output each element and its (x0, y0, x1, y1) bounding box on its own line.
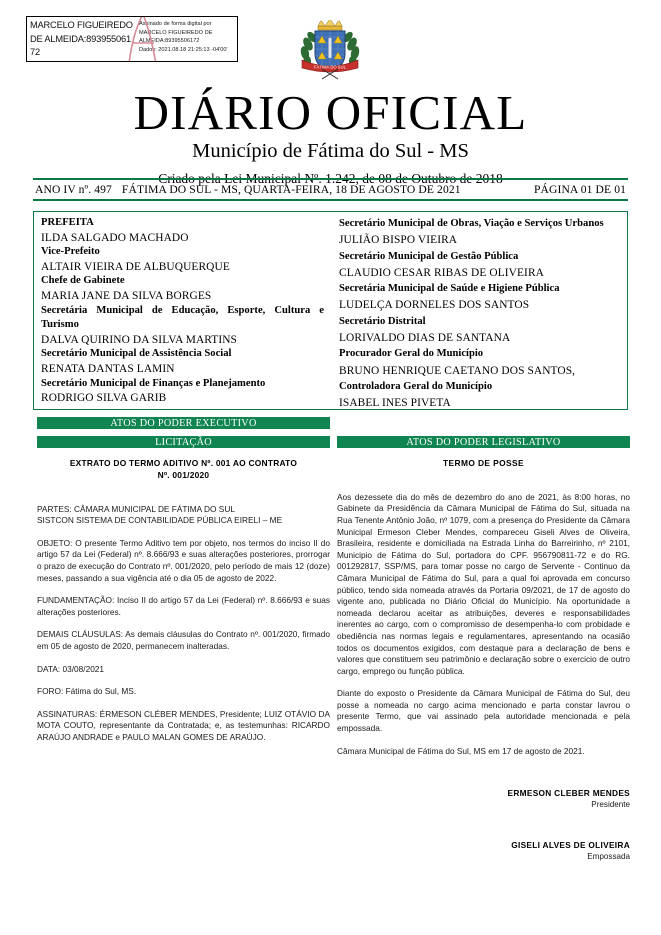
signature-role: Empossada (587, 852, 630, 862)
termo-paragraph-1: Aos dezessete dia do mês de dezembro do ano de 2021, às 8:00 horas, no Gabinete da Presidência da Câmara Municipal de Fátima do Sul, situada na Rua Tenente Antônio João, nº 1079, com a presença do Presidente da Câmara Municipal Ermeson Cleber Mendes, compareceu Giseli Alves de Oliveira, Brasileira, residente e domiciliada na Estrada Linha do Barreirinho, nº 2101, Municipio de Fátima do Sul, portadora do CPF. 956790811-72 e do RG. 001292817, SSP/MS, para tomar posse no cargo de Servente - Continuo da Câmara Municipal de Fátima do Sul, para a qual foi aprovada em concurso público, tendo sida nomeada através da Portaria 09/2021, de 17 de agosto do vigente ano, publicada no Diário Oficial do Município. Na oportunidade a nomeada declarou aceitar as atribuições, deveres e responsabilidades inerentes ao cargo, com o compromisso de desempenha-lo com probidade e obediência nas normas legais e regulamentares, apresentando na ocasião todos os documentos exigidos, com destaque para a declaração de bens e valores que constituem seu patrimônio e declaração sobre o exercicio de outro cargo, emprego ou função pública. (337, 491, 630, 676)
official-name: ISABEL INES PIVETA (339, 397, 451, 410)
masthead-subtitle: Município de Fátima do Sul - MS (192, 140, 469, 162)
signature-line-3: ALMEIDA:89395506172 (139, 38, 200, 45)
signature-line-2: MARCELO FIGUEIREDO DE (139, 29, 213, 36)
signature-name: ERMESON CLEBER MENDES (507, 788, 630, 799)
contract-foro: FORO: Fátima do Sul, MS. (37, 686, 137, 697)
masthead-law-reference: Criado pela Lei Municipal Nº. 1.242, de 08 de Outubro de 2018 (158, 171, 503, 186)
signature-line-4: Dados: 2021.08.18 21:25:13 -04'00' (139, 46, 228, 53)
official-name: JULIÃO BISPO VIEIRA (339, 234, 458, 247)
officials-box (33, 211, 628, 410)
signature-role: Presidente (591, 800, 630, 810)
edition-left-group (33, 183, 461, 196)
section-bar-legislative: ATOS DO PODER LEGISLATIVO (337, 436, 630, 448)
edition-place-date: FÁTIMA DO SUL - MS, QUARTA-FEIRA, 18 DE AGOSTO DE 2021 (121, 183, 461, 196)
official-role: Secretário Municipal de Gestão Pública (339, 250, 519, 262)
official-role: Secretária Municipal de Saúde e Higiene Pública (339, 283, 560, 295)
official-name: ALTAIR VIEIRA DE ALBUQUERQUE (41, 260, 230, 273)
edition-page-number: PÁGINA 01 DE 01 (534, 183, 626, 196)
officials-column-left (34, 212, 330, 409)
signature-name: GISELI ALVES DE OLIVEIRA (511, 840, 630, 851)
official-role: Secretário Municipal de Finanças e Planejamento (41, 377, 266, 389)
signature-details (135, 17, 237, 61)
official-role: Vice-Prefeito (41, 246, 100, 258)
official-role: Secretária Municipal de Educação, Esporte, Cultura e Turismo (41, 304, 324, 331)
signature-signer-name: MARCELO FIGUEIREDO DE ALMEIDA:89395506172 (30, 20, 133, 57)
official-name: BRUNO HENRIQUE CAETANO DOS SANTOS, (339, 364, 576, 377)
signature-block-president (337, 787, 630, 811)
official-name: LORIVALDO DIAS DE SANTANA (339, 332, 511, 345)
official-name: ILDA SALGADO MACHADO (41, 231, 189, 244)
signature-block-empossada (337, 839, 630, 863)
digital-signature-stamp (26, 16, 238, 62)
official-name: MARIA JANE DA SILVA BORGES (41, 289, 212, 302)
contract-demais-clausulas: DEMAIS CLÁUSULAS: As demais cláusulas do Contrato nº. 001/2020, firmado em 05 de agosto de 2020, permanecem inalteradas. (37, 629, 330, 651)
official-role: Procurador Geral do Município (339, 348, 484, 360)
official-role: Chefe de Gabinete (41, 275, 125, 287)
edition-bar (33, 178, 628, 201)
masthead (0, 85, 661, 188)
contract-objeto: OBJETO: O presente Termo Aditivo tem por objeto, nos termos do inciso II do artigo 57 da Lei (Federal) nº. 8.666/93 e suas alterações posteriores, prorrogar o prazo de execução do Contrato nº. 001/2020, pelo período de mais 12 (doze) meses, passando a sua vigência até o dia 05 de agosto de 2022. (37, 537, 330, 583)
contract-data: DATA: 03/08/2021 (37, 663, 105, 674)
official-name: DALVA QUIRINO DA SILVA MARTINS (41, 333, 237, 346)
contract-parties-line2: SISTCON SISTEMA DE CONTABILIDADE PÚBLICA EIRELI – ME (37, 515, 283, 526)
right-content-column (337, 458, 630, 863)
officials-column-right (330, 212, 627, 409)
official-name: RODRIGO SILVA GARIB (41, 392, 167, 405)
official-role: Secretário Distrital (339, 315, 426, 327)
termo-title: TERMO DE POSSE (443, 458, 524, 468)
contract-assinaturas: ASSINATURAS: ÉRMESON CLÉBER MENDES, Presidente; LUIZ OTÁVIO DA MOTA COUTO, representante da Contratada; e, as testemunhas: RICARDO ARAÚJO ANDRADE e PAULO MALAN GOMES DE ARAÚJO. (37, 708, 330, 742)
coat-of-arms-icon (296, 16, 364, 82)
termo-closing-location-date: Câmara Municipal de Fátima do Sul, MS em 17 de agosto de 2021. (337, 745, 585, 756)
official-role: Secretário Municipal de Assistência Social (41, 348, 232, 360)
section-bar-executive: ATOS DO PODER EXECUTIVO (37, 417, 330, 429)
page-title: DIÁRIO OFICIAL (133, 85, 528, 140)
contract-title-line2: Nº. 001/2020 (157, 469, 210, 480)
contract-parties-line1: PARTES: CÂMARA MUNICIPAL DE FÁTIMA DO SUL (37, 503, 235, 514)
official-name: CLAUDIO CESAR RIBAS DE OLIVEIRA (339, 266, 544, 279)
official-role: PREFEITA (41, 217, 94, 228)
section-bar-licitacao: LICITAÇÃO (37, 436, 330, 448)
svg-text:FÁTIMA DO SUL: FÁTIMA DO SUL (314, 64, 346, 70)
official-name: LUDELÇA DORNELES DOS SANTOS (339, 299, 530, 312)
contract-fundamentacao: FUNDAMENTAÇÃO: Inciso II do artigo 57 da Lei (Federal) nº. 8.666/93 e suas alterações posteriores. (37, 595, 330, 617)
contract-title-line1: EXTRATO DO TERMO ADITIVO Nº. 001 AO CONTRATO (69, 458, 298, 468)
signature-line-1: Assinado de forma digital por (139, 21, 212, 27)
official-name: RENATA DANTAS LAMIN (41, 362, 175, 375)
edition-year: ANO IV nº. 497 (35, 183, 112, 196)
left-content-column (37, 458, 330, 744)
termo-paragraph-2: Diante do exposto o Presidente da Câmara Municipal de Fátima do Sul, deu posse a nomeada no cargo acima mencionado e parta constar lavrou o presente Termo, que vai assinado pela autoridade mencionada e pela empossada. (337, 688, 630, 734)
official-role: Controladora Geral do Município (339, 380, 493, 392)
official-role: Secretário Municipal de Obras, Viação e Serviços Urbanos (339, 218, 604, 229)
